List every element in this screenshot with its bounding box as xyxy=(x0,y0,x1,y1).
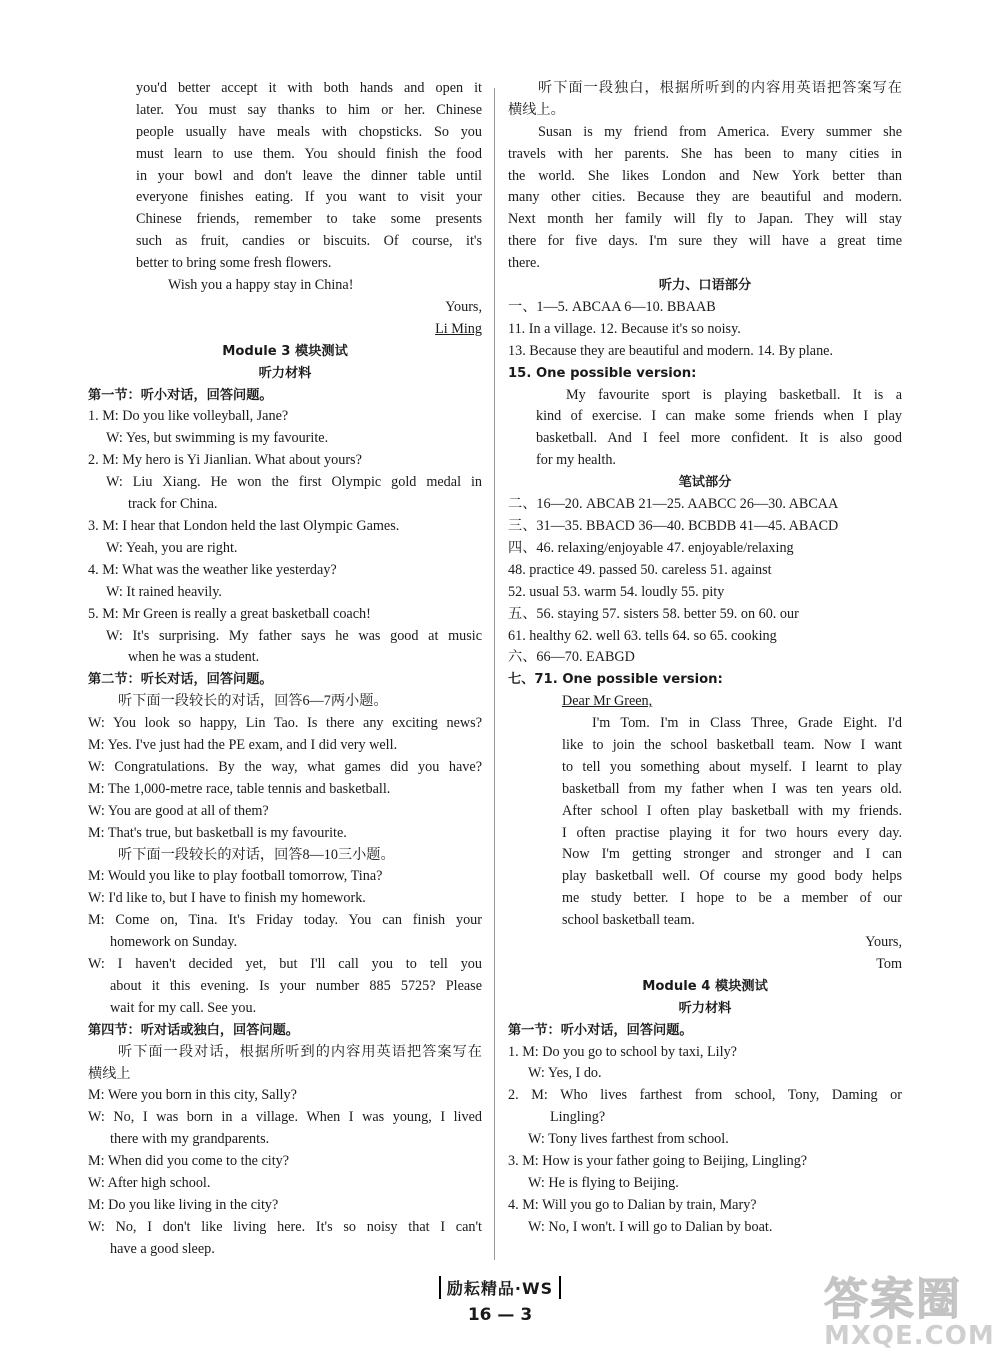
text-line: M: Were you born in this city, Sally? xyxy=(88,1087,297,1104)
text-line: me study better. I hope to be a member of our xyxy=(562,890,902,907)
text-line: 5. M: Mr Green is really a great basketball coach! xyxy=(88,605,371,622)
text-line: W: You look so happy, Lin Tao. Is there any exciting news? xyxy=(88,715,482,732)
text-line: 三、31—35. BBACD 36—40. BCBDB 41—45. ABACD xyxy=(508,517,839,534)
text-line: school basketball team. xyxy=(562,912,695,929)
text-line: Tom xyxy=(876,955,902,972)
page-number: 16 — 3 xyxy=(467,1305,533,1325)
text-line: W: No, I was born in a village. When I was young, I lived xyxy=(88,1109,482,1126)
text-line: I often practise playing it for two hours every day. xyxy=(562,824,902,841)
text-line: W: Congratulations. By the way, what games did you have? xyxy=(88,758,482,775)
text-line: 七、71. One possible version: xyxy=(508,672,723,688)
text-line: there with my grandparents. xyxy=(110,1131,270,1148)
text-line: 横线上 xyxy=(88,1065,131,1082)
left-column xyxy=(88,78,482,1261)
text-line: 五、56. staying 57. sisters 58. better 59. on 60. our xyxy=(508,605,799,622)
text-line: when he was a student. xyxy=(128,649,260,666)
text-line: basketball from my father when I was ten years old. xyxy=(562,780,902,797)
text-line: 3. M: I hear that London held the last Olympic Games. xyxy=(88,517,400,534)
text-line: 15. One possible version: xyxy=(508,365,697,381)
publisher-logo: 励耘精品·WS xyxy=(439,1276,561,1299)
text-line: 第一节：听小对话，回答问题。 xyxy=(88,387,273,403)
column-divider xyxy=(494,88,495,1260)
text-line: 一、1—5. ABCAA 6—10. BBAAB xyxy=(508,298,716,315)
text-line: to tell you something about myself. I learnt to play xyxy=(562,758,902,775)
text-line: Li Ming xyxy=(435,320,482,337)
text-line: 4. M: What was the weather like yesterday? xyxy=(88,561,337,578)
text-line: 第二节：听长对话，回答问题。 xyxy=(88,672,273,688)
text-line: W: Yes, I do. xyxy=(528,1065,602,1082)
text-line: there for five days. I'm sure they will have a great time xyxy=(508,233,902,250)
text-line: W: He is flying to Beijing. xyxy=(528,1175,679,1191)
text-line: 听力材料 xyxy=(258,365,312,381)
text-line: 听力、口语部分 xyxy=(658,278,752,294)
text-line: W: No, I won't. I will go to Dalian by boat. xyxy=(528,1218,773,1235)
text-line: people usually have meals with chopsticks. So you xyxy=(136,123,482,140)
text-line: 听下面一段较长的对话，回答6—7两小题。 xyxy=(118,693,388,710)
text-line: W: I haven't decided yet, but I'll call you to tell you xyxy=(88,956,482,973)
text-line: Module 4 模块测试 xyxy=(642,978,768,994)
text-line: there. xyxy=(508,255,540,272)
text-line: 听下面一段较长的对话，回答8—10三小题。 xyxy=(118,846,395,863)
text-line: 听力材料 xyxy=(678,1000,732,1016)
text-line: Chinese friends, remember to take some presents xyxy=(136,211,482,228)
text-line: have a good sleep. xyxy=(110,1240,215,1257)
text-line: 1. M: Do you go to school by taxi, Lily? xyxy=(508,1043,737,1060)
text-line: Now I'm getting stronger and stronger and I can xyxy=(562,846,902,863)
text-line: 2. M: My hero is Yi Jianlian. What about yours? xyxy=(88,452,362,469)
text-line: Module 3 模块测试 xyxy=(222,343,348,359)
text-line: track for China. xyxy=(128,496,218,513)
text-line: about it this evening. Is your number 885 5725? Please xyxy=(110,977,482,994)
watermark-line2: MXQE.COM xyxy=(824,1321,995,1351)
text-line: M: When did you come to the city? xyxy=(88,1153,290,1170)
text-line: W: You are good at all of them? xyxy=(88,802,269,819)
text-line: play basketball well. Of course my good body helps xyxy=(562,868,902,885)
watermark-line1: 答案圈 xyxy=(824,1274,962,1325)
text-line: 四、46. relaxing/enjoyable 47. enjoyable/relaxing xyxy=(508,539,794,556)
text-line: 横线上。 xyxy=(508,101,565,118)
text-line: many other cities. Because they are beautiful and modern. xyxy=(508,189,902,206)
text-line: 1. M: Do you like volleyball, Jane? xyxy=(88,408,289,425)
text-line: M: Would you like to play football tomorrow, Tina? xyxy=(88,868,383,885)
text-line: W: Yeah, you are right. xyxy=(106,539,238,556)
text-line: M: The 1,000-metre race, table tennis and basketball. xyxy=(88,780,391,797)
text-line: My favourite sport is playing basketball. It is a xyxy=(566,386,902,403)
text-line: 61. healthy 62. well 63. tells 64. so 65. cooking xyxy=(508,627,777,644)
text-line: W: Liu Xiang. He won the first Olympic gold medal in xyxy=(106,474,482,491)
text-line: M: Yes. I've just had the PE exam, and I did very well. xyxy=(88,737,398,754)
text-line: 六、66—70. EABGD xyxy=(508,649,635,666)
text-line: the world. She likes London and New York better than xyxy=(508,167,902,184)
text-line: M: That's true, but basketball is my favourite. xyxy=(88,824,347,841)
right-column xyxy=(508,78,902,1239)
text-line: kind of exercise. I can make some friends when I play xyxy=(536,408,902,425)
text-line: W: Yes, but swimming is my favourite. xyxy=(106,430,329,447)
text-line: travels with her parents. She has been to many cities in xyxy=(508,145,902,162)
text-line: in your bowl and don't leave the dinner table until xyxy=(136,167,482,184)
text-line: 2. M: Who lives farthest from school, Tony, Daming or xyxy=(508,1087,902,1104)
text-line: M: Do you like living in the city? xyxy=(88,1196,279,1213)
text-line: 13. Because they are beautiful and modern. 14. By plane. xyxy=(508,342,834,359)
text-line: Yours, xyxy=(445,298,482,315)
text-line: After school I often play basketball with my friends. xyxy=(562,802,902,819)
text-line: M: Come on, Tina. It's Friday today. You can finish your xyxy=(88,912,482,929)
text-line: W: It rained heavily. xyxy=(106,583,222,600)
text-line: such as fruit, candies or biscuits. Of course, it's xyxy=(136,233,482,250)
text-line: 听下面一段对话，根据所听到的内容用英语把答案写在 xyxy=(118,1043,482,1060)
text-line: W: I'd like to, but I have to finish my homework. xyxy=(88,890,366,907)
text-line: Next month her family will fly to Japan. They will stay xyxy=(508,211,902,228)
text-line: Dear Mr Green, xyxy=(562,693,653,710)
text-line: Susan is my friend from America. Every summer she xyxy=(538,123,902,140)
text-line: you'd better accept it with both hands and open it xyxy=(136,80,482,96)
text-line: Lingling? xyxy=(550,1109,606,1126)
text-line: better to bring some fresh flowers. xyxy=(136,255,332,272)
text-line: like to join the school basketball team. Now I want xyxy=(562,737,902,754)
text-line: Wish you a happy stay in China! xyxy=(168,277,354,294)
text-line: for my health. xyxy=(536,452,616,469)
text-line: 第四节：听对话或独白，回答问题。 xyxy=(88,1022,299,1038)
text-line: 笔试部分 xyxy=(678,475,732,491)
text-line: Yours, xyxy=(865,934,902,951)
watermark xyxy=(824,1263,994,1358)
text-line: W: No, I don't like living here. It's so noisy that I can't xyxy=(88,1218,482,1235)
text-line: 52. usual 53. warm 54. loudly 55. pity xyxy=(508,583,725,600)
text-line: W: Tony lives farthest from school. xyxy=(528,1131,729,1148)
text-line: 11. In a village. 12. Because it's so noisy. xyxy=(508,320,741,337)
text-line: homework on Sunday. xyxy=(110,934,238,951)
text-line: must learn to use them. You should finish the food xyxy=(136,145,482,162)
text-line: wait for my call. See you. xyxy=(110,999,257,1016)
text-line: 4. M: Will you go to Dalian by train, Mary? xyxy=(508,1196,757,1213)
text-line: W: After high school. xyxy=(88,1175,211,1192)
text-line: I'm Tom. I'm in Class Three, Grade Eight. I'd xyxy=(592,715,902,732)
text-line: W: It's surprising. My father says he was good at music xyxy=(106,627,482,644)
text-line: 48. practice 49. passed 50. careless 51. against xyxy=(508,561,772,578)
text-line: 第一节：听小对话，回答问题。 xyxy=(508,1022,693,1038)
text-line: everyone finishes eating. If you want to visit your xyxy=(136,189,482,206)
text-line: 听下面一段独白，根据所听到的内容用英语把答案写在 xyxy=(538,80,902,96)
text-line: basketball. And I feel more confident. It is also good xyxy=(536,430,902,447)
text-line: 3. M: How is your father going to Beijing, Lingling? xyxy=(508,1153,808,1170)
text-line: 二、16—20. ABCAB 21—25. AABCC 26—30. ABCAA xyxy=(508,496,839,513)
text-line: later. You must say thanks to him or her. Chinese xyxy=(136,101,482,118)
